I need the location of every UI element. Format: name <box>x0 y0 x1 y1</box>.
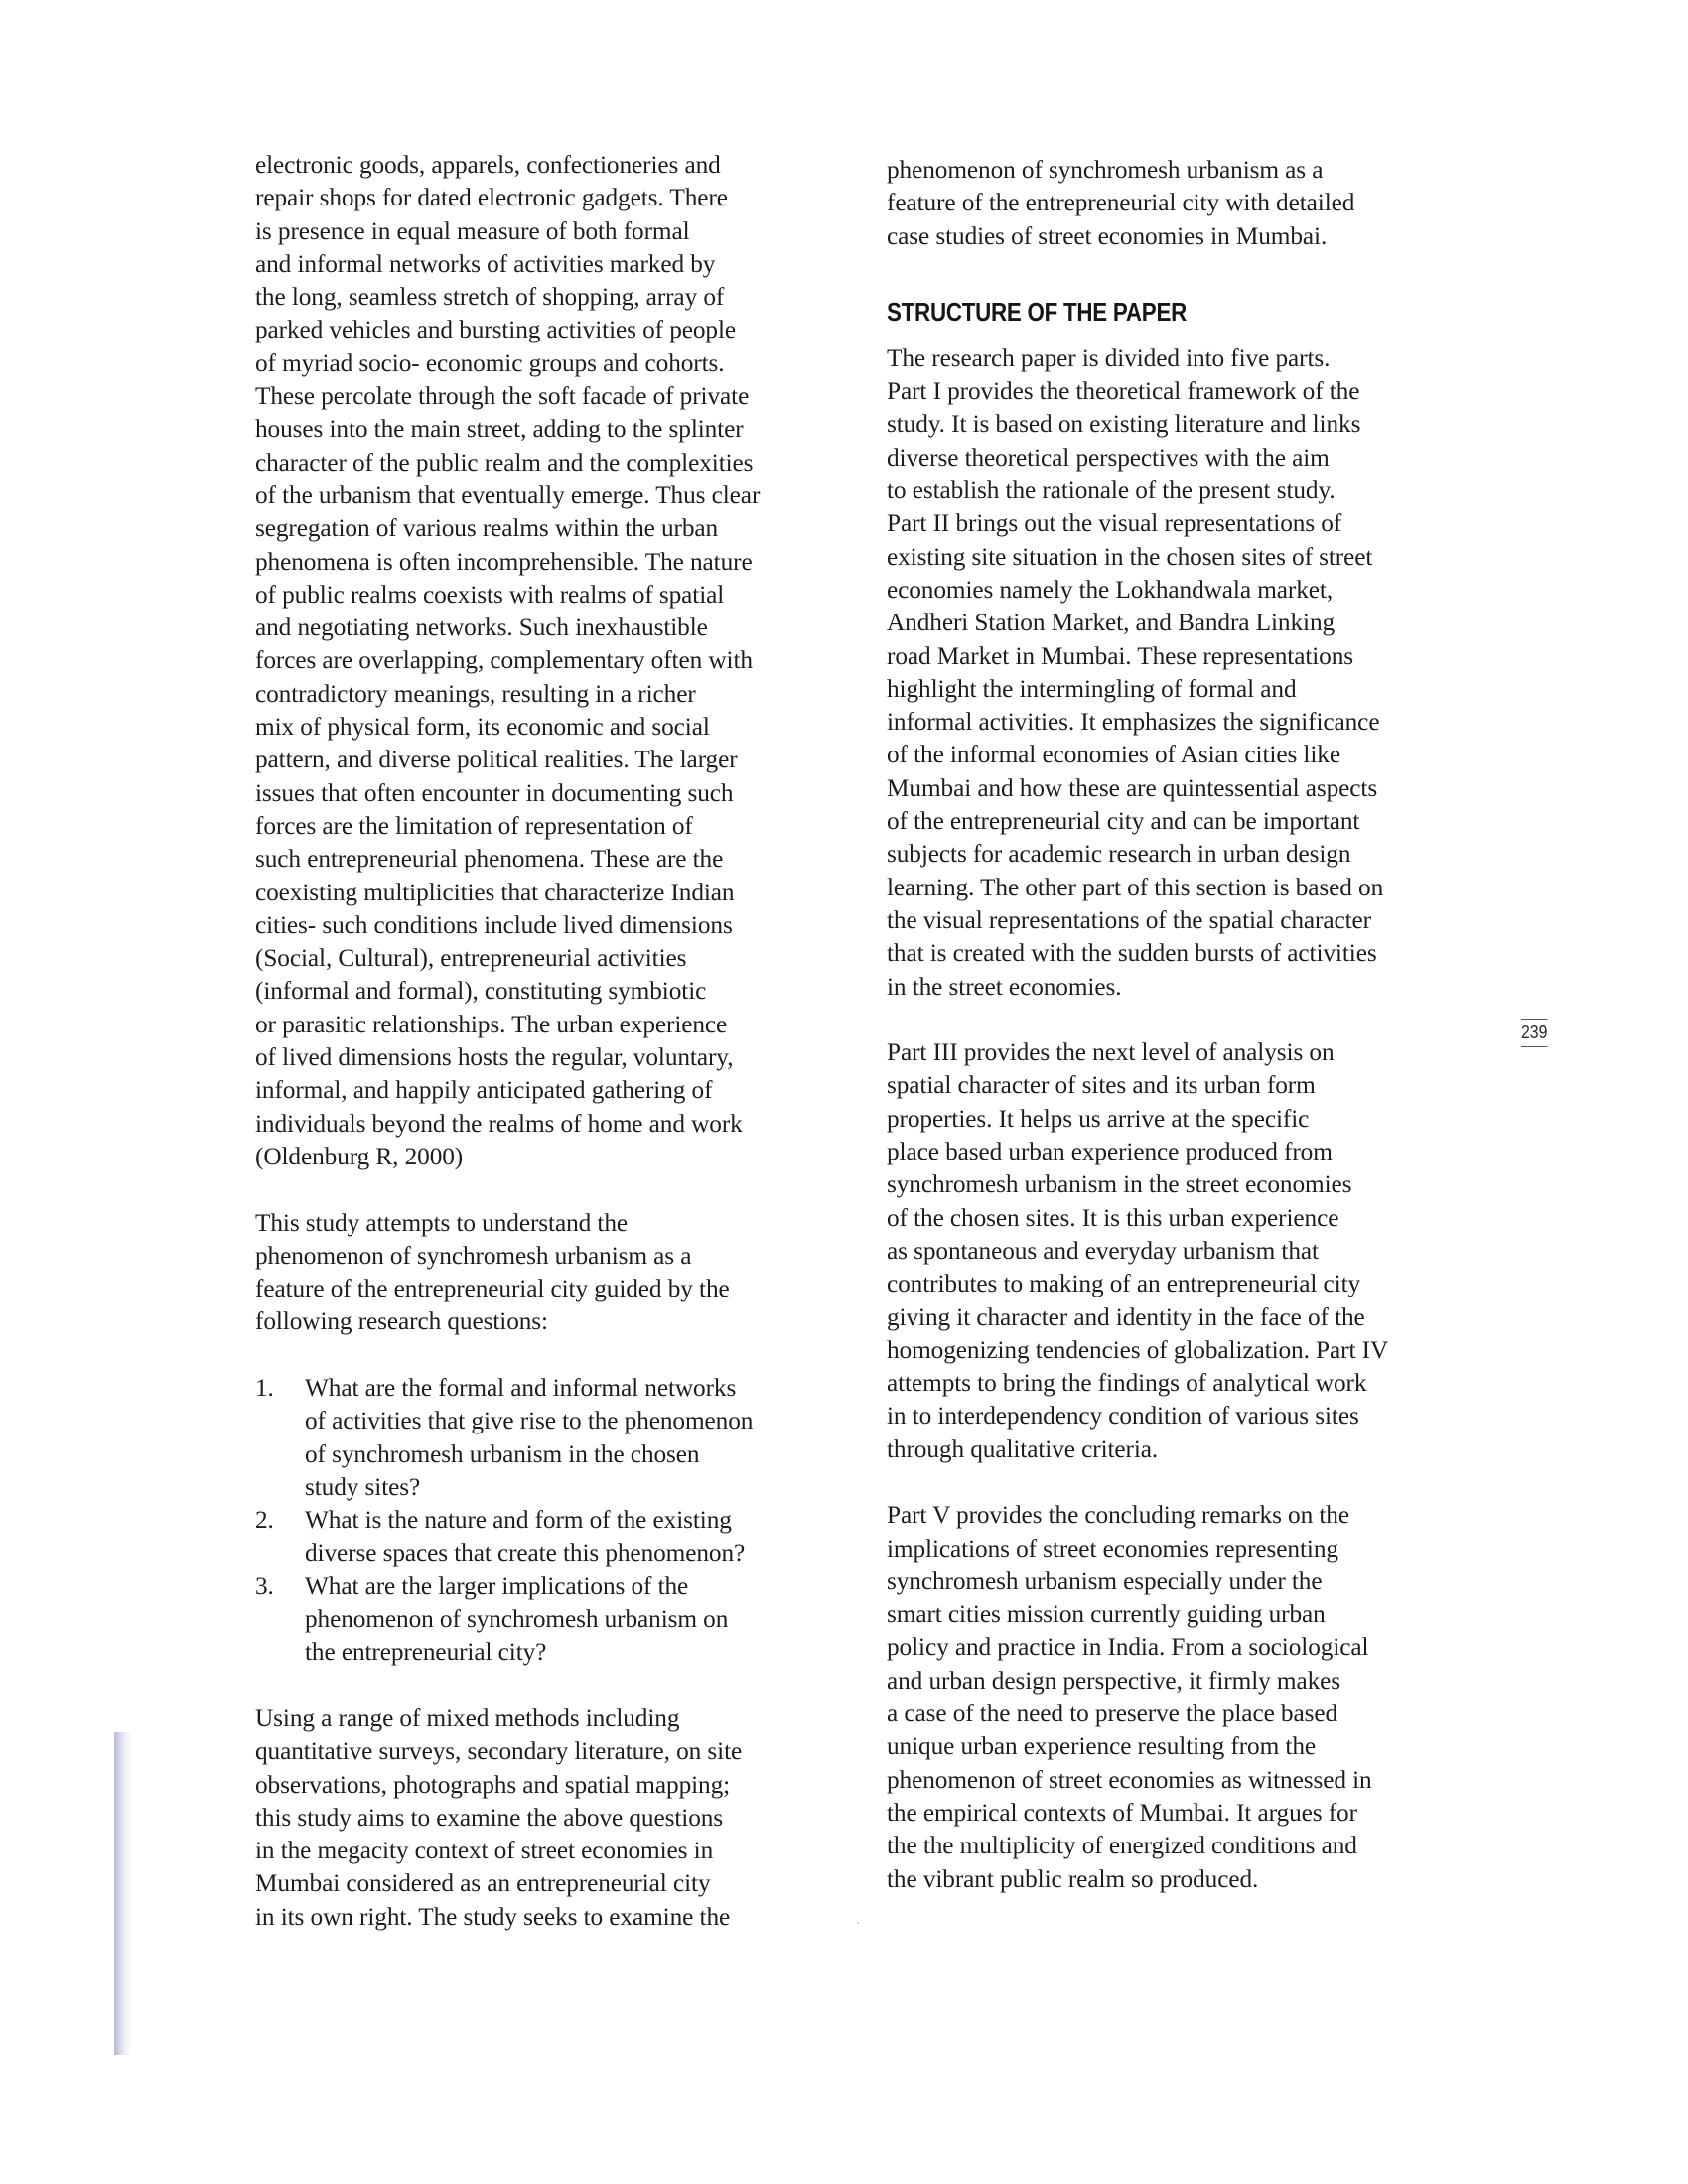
text-line: of myriad socio- economic groups and cohorts. <box>255 348 725 377</box>
text-line: houses into the main street, adding to the splinter <box>255 415 744 444</box>
text-line: learning. The other part of this section is based on <box>887 873 1384 901</box>
text-line: segregation of various realms within the urban <box>255 514 719 543</box>
text-line: individuals beyond the realms of home and work <box>255 1109 743 1138</box>
text-line: forces are the limitation of representation of <box>255 811 693 840</box>
text-line: in to interdependency condition of various sites <box>887 1402 1359 1431</box>
text-line: study. It is based on existing literature and links <box>887 410 1361 439</box>
text-line: economies namely the Lokhandwala market, <box>887 575 1334 604</box>
text-line: case studies of street economies in Mumbai. <box>887 221 1328 250</box>
text-line: that is created with the sudden bursts of activities <box>887 939 1377 968</box>
scan-speck <box>857 1922 859 1924</box>
text-line: contradictory meanings, resulting in a richer <box>255 679 696 708</box>
text-line: study sites? <box>305 1472 421 1501</box>
text-line: feature of the entrepreneurial city guided by the <box>255 1275 730 1303</box>
text-line: road Market in Mumbai. These representations <box>887 641 1354 670</box>
text-line: (Oldenburg R, 2000) <box>255 1142 464 1170</box>
paragraph-study-intro <box>255 1207 841 1339</box>
text-line: informal activities. It emphasizes the significance <box>887 708 1380 737</box>
text-line: informal, and happily anticipated gathering of <box>255 1076 713 1105</box>
text-line: repair shops for dated electronic gadgets. There <box>255 184 728 212</box>
paragraph-structure-overview <box>887 342 1473 1004</box>
text-line: giving it character and identity in the face of the <box>887 1302 1365 1331</box>
text-line: of the urbanism that eventually emerge. Thus clear <box>255 480 761 509</box>
section-heading: STRUCTURE OF THE PAPER <box>887 296 1187 327</box>
text-line: in the street economies. <box>887 972 1122 1001</box>
research-question <box>255 1570 841 1670</box>
text-line: the long, seamless stretch of shopping, array of <box>255 283 725 312</box>
text-line: policy and practice in India. From a sociological <box>887 1633 1369 1662</box>
text-line: in the megacity context of street economies in <box>255 1837 714 1865</box>
paragraph-gap <box>887 1004 1473 1036</box>
text-line: diverse spaces that create this phenomenon? <box>305 1539 746 1568</box>
text-line: Mumbai considered as an entrepreneurial city <box>255 1869 711 1898</box>
text-line: existing site situation in the chosen sites of street <box>887 542 1373 571</box>
page-number: 239 <box>1521 1019 1547 1047</box>
text-line: issues that often encounter in documenting such <box>255 778 734 807</box>
text-line: observations, photographs and spatial mapping; <box>255 1770 731 1799</box>
text-line: the the multiplicity of energized conditions and <box>887 1832 1357 1860</box>
text-line: to establish the rationale of the present study. <box>887 477 1336 505</box>
text-line: of synchromesh urbanism in the chosen <box>305 1439 700 1468</box>
paragraph-gap <box>255 1173 841 1206</box>
text-line: such entrepreneurial phenomena. These are the <box>255 845 724 874</box>
question-number: 3. <box>255 1571 274 1600</box>
text-line: of the informal economies of Asian cities like <box>887 741 1340 769</box>
text-line: attempts to bring the findings of analytical work <box>887 1369 1367 1398</box>
text-line: electronic goods, apparels, confectioneries and <box>255 151 721 179</box>
scan-edge-shadow <box>114 1732 132 2055</box>
text-line: Part V provides the concluding remarks on the <box>887 1501 1349 1530</box>
text-line: place based urban experience produced from <box>887 1138 1333 1166</box>
text-line: Using a range of mixed methods including <box>255 1704 680 1732</box>
text-line: What are the larger implications of the <box>305 1571 689 1600</box>
text-line: character of the public realm and the complexities <box>255 448 754 477</box>
text-line: Mumbai and how these are quintessential aspects <box>887 773 1378 802</box>
text-line: of lived dimensions hosts the regular, voluntary, <box>255 1043 734 1072</box>
text-line: cities- such conditions include lived dimensions <box>255 910 733 939</box>
text-line: Part II brings out the visual representations of <box>887 509 1342 538</box>
question-text <box>305 1504 841 1570</box>
text-line: spatial character of sites and its urban form <box>887 1071 1316 1100</box>
text-line: of activities that give rise to the phenomenon <box>305 1407 754 1435</box>
text-line: properties. It helps us arrive at the specific <box>887 1104 1310 1133</box>
text-line: What is the nature and form of the existing <box>305 1506 732 1535</box>
text-line: feature of the entrepreneurial city with detailed <box>887 189 1355 217</box>
text-line: diverse theoretical perspectives with the aim <box>887 443 1330 472</box>
text-line: the visual representations of the spatial character <box>887 905 1371 934</box>
text-line: of public realms coexists with realms of spatial <box>255 580 725 609</box>
text-line: highlight the intermingling of formal and <box>887 674 1297 703</box>
text-line: phenomena is often incomprehensible. The nature <box>255 547 753 576</box>
text-line: synchromesh urbanism in the street economies <box>887 1170 1352 1199</box>
text-line: Part III provides the next level of analysis on <box>887 1038 1335 1067</box>
paragraph-context <box>255 149 841 1173</box>
text-line: following research questions: <box>255 1307 548 1336</box>
paragraph-gap <box>255 1339 841 1372</box>
question-number: 1. <box>255 1373 274 1402</box>
paragraph-methods <box>255 1703 841 1934</box>
text-line: (informal and formal), constituting symbiotic <box>255 977 707 1006</box>
text-line: Andheri Station Market, and Bandra Linking <box>887 609 1336 637</box>
text-line: as spontaneous and everyday urbanism that <box>887 1236 1319 1265</box>
paragraph-part-three <box>887 1036 1473 1466</box>
text-line: or parasitic relationships. The urban experience <box>255 1010 728 1038</box>
text-line: the empirical contexts of Mumbai. It argues for <box>887 1798 1357 1827</box>
text-line: coexisting multiplicities that characterize Indian <box>255 878 735 906</box>
text-line: in its own right. The study seeks to examine the <box>255 1902 731 1931</box>
text-line: and informal networks of activities marked by <box>255 249 716 278</box>
text-line: mix of physical form, its economic and social <box>255 713 710 742</box>
text-line: phenomenon of synchromesh urbanism as a <box>255 1241 692 1270</box>
text-line: is presence in equal measure of both formal <box>255 216 690 245</box>
text-line: pattern, and diverse political realities. The larger <box>255 746 738 774</box>
text-line: parked vehicles and bursting activities of people <box>255 316 737 344</box>
text-line: What are the formal and informal networks <box>305 1373 737 1402</box>
text-line: phenomenon of synchromesh urbanism on <box>305 1605 729 1634</box>
text-line: homogenizing tendencies of globalization. Part IV <box>887 1335 1389 1364</box>
text-line: phenomenon of street economies as witnessed in <box>887 1765 1372 1794</box>
text-line: a case of the need to preserve the place based <box>887 1700 1338 1728</box>
text-line: through qualitative criteria. <box>887 1434 1159 1463</box>
text-line: forces are overlapping, complementary often with <box>255 646 753 675</box>
text-line: The research paper is divided into five parts. <box>887 343 1331 372</box>
text-line: and urban design perspective, it firmly makes <box>887 1666 1341 1695</box>
text-line: contributes to making of an entrepreneurial city <box>887 1270 1361 1298</box>
question-text <box>305 1372 841 1504</box>
paragraph-part-five <box>887 1499 1473 1896</box>
text-line: the entrepreneurial city? <box>305 1638 547 1667</box>
question-number: 2. <box>255 1506 274 1535</box>
text-line: These percolate through the soft facade of private <box>255 382 750 411</box>
text-line: of the entrepreneurial city and can be important <box>887 807 1360 836</box>
left-column <box>255 149 841 1934</box>
text-line: of the chosen sites. It is this urban experience <box>887 1203 1339 1232</box>
text-line: synchromesh urbanism especially under the <box>887 1567 1323 1595</box>
text-line: the vibrant public realm so produced. <box>887 1864 1259 1893</box>
research-question <box>255 1504 841 1570</box>
question-text <box>305 1570 841 1670</box>
paragraph-continuation <box>887 154 1473 253</box>
text-line: this study aims to examine the above questions <box>255 1803 724 1832</box>
paragraph-gap <box>255 1670 841 1703</box>
text-line: and negotiating networks. Such inexhaustible <box>255 614 708 642</box>
text-line: implications of street economies representing <box>887 1534 1338 1563</box>
research-question <box>255 1372 841 1504</box>
text-line: This study attempts to understand the <box>255 1208 629 1237</box>
text-line: phenomenon of synchromesh urbanism as a <box>887 156 1324 184</box>
right-column <box>887 154 1473 1896</box>
research-questions-list <box>255 1372 841 1670</box>
text-line: Part I provides the theoretical framework of the <box>887 377 1360 406</box>
paragraph-gap <box>887 1466 1473 1499</box>
text-line: smart cities mission currently guiding urban <box>887 1600 1326 1629</box>
text-line: subjects for academic research in urban design <box>887 840 1351 869</box>
text-line: unique urban experience resulting from the <box>887 1732 1317 1761</box>
text-line: (Social, Cultural), entrepreneurial activities <box>255 944 687 973</box>
text-line: quantitative surveys, secondary literature, on site <box>255 1737 743 1766</box>
